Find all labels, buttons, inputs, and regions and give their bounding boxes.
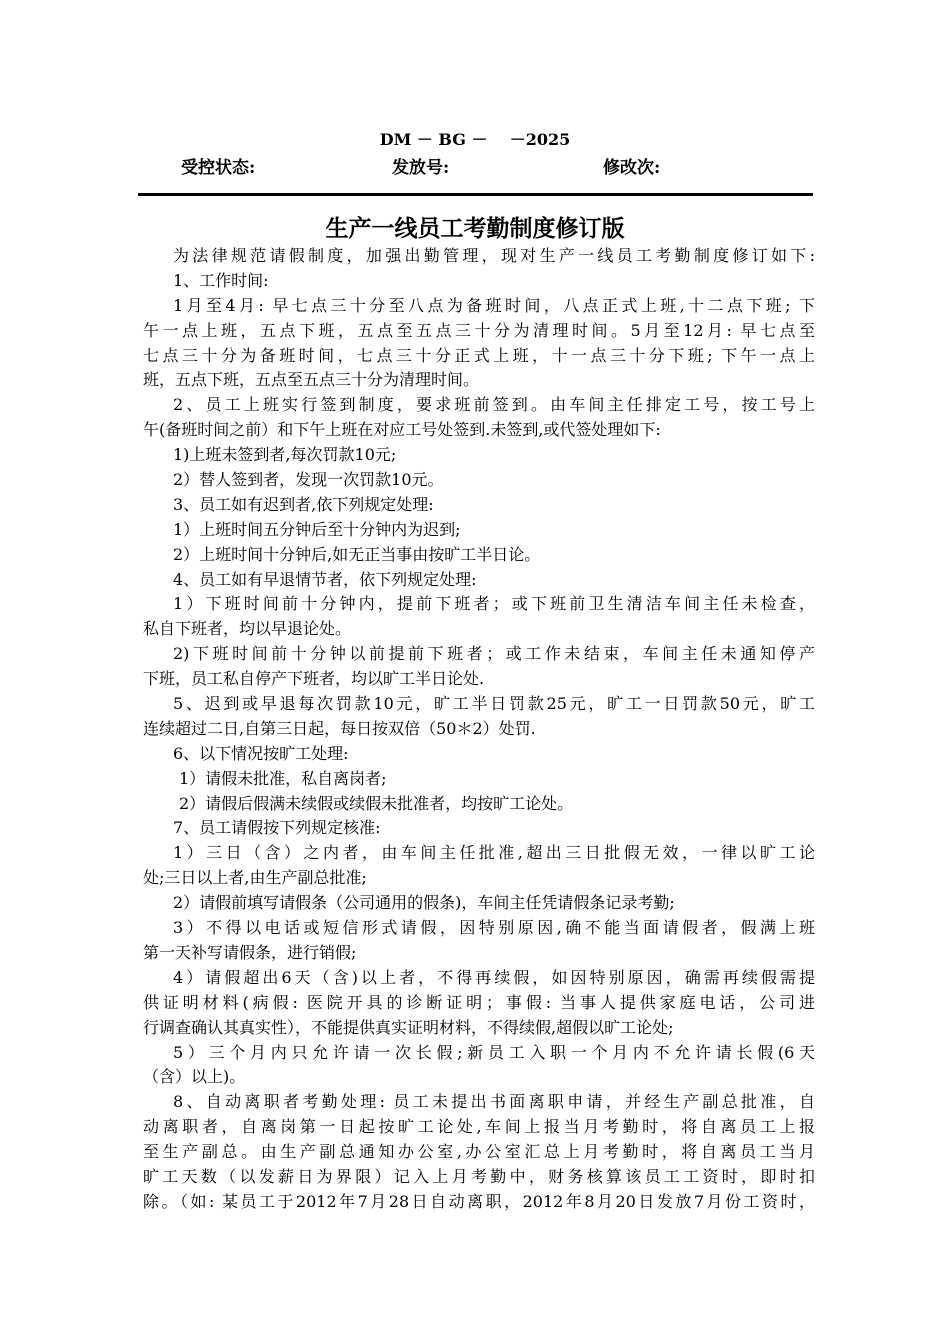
body-line: 午一点上班，五点下班，五点至五点三十分为清理时间。5月至12月: 早七点至 (143, 320, 815, 340)
body-line: 2）替人签到者，发现一次罚款10元。 (173, 470, 444, 490)
body-line: 班，五点下班，五点至五点三十分为清理时间。 (143, 370, 480, 390)
body-line: 1)上班未签到者,每次罚款10元; (173, 445, 397, 465)
body-line: 1月至4月: 早七点三十分至八点为备班时间，八点正式上班,十二点下班; 下 (173, 295, 815, 315)
revision-label: 修改次: (603, 158, 661, 178)
body-line: 第一天补写请假条，进行销假; (143, 942, 357, 962)
body-line: 1）下班时间前十分钟内，提前下班者；或下班前卫生清洁车间主任未检查， (173, 594, 815, 614)
body-line: 午(备班时间之前）和下午上班在对应工号处签到.未签到,或代签处理如下: (143, 420, 661, 440)
body-line: 私自下班者，均以早退论处。 (143, 619, 352, 639)
body-line: 1）上班时间五分钟后至十分钟内为迟到; (173, 519, 461, 539)
body-line: 4）请假超出6天（含)以上者，不得再续假，如因特别原因，确需再续假需提 (173, 967, 815, 987)
body-line: 3）不得以电话或短信形式请假，因特别原因,确不能当面请假者，假满上班 (173, 918, 815, 938)
body-line: 至生产副总。由生产副总通知办公室,办公室汇总上月考勤时，将自离员工当月 (143, 1142, 815, 1162)
body-line: 2）请假前填写请假条（公司通用的假条)，车间主任凭请假条记录考勤; (173, 893, 675, 913)
body-line: 5、迟到或早退每次罚款10元，旷工半日罚款25元，旷工一日罚款50元，旷工 (173, 694, 815, 714)
header-divider (138, 193, 813, 196)
body-line: 处;三日以上者,由生产副总批准; (143, 868, 367, 888)
document-meta-row (0, 153, 950, 177)
body-line: 动离职者，自离岗第一日起按旷工论处,车间上报当月考勤时，将自离员工上报 (143, 1117, 815, 1137)
body-line: 1）三日（含）之内者，由车间主任批准,超出三日批假无效，一律以旷工论 (173, 843, 815, 863)
body-line: 行调查确认其真实性），不能提供真实证明材料，不得续假,超假以旷工论处; (143, 1017, 674, 1037)
body-line: 5）三个月内只允许请一次长假;新员工入职一个月内不允许请长假(6天 (173, 1042, 815, 1062)
body-line: 七点三十分为备班时间，七点三十分正式上班，十一点三十分下班; 下午一点上 (143, 345, 815, 365)
document-body (143, 244, 815, 1215)
body-line: 2）请假后假满未续假或续假未批准者，均按旷工论处。 (179, 793, 574, 813)
body-line: 下班，员工私自停产下班者，均以旷工半日论处. (143, 669, 485, 689)
body-line: 7、员工请假按下列规定核准: (173, 818, 381, 838)
body-line: 6、以下情况按旷工处理: (173, 743, 349, 763)
body-line: 供证明材料(病假: 医院开具的诊断证明；事假: 当事人提供家庭电话，公司进 (143, 992, 815, 1012)
body-line: 1）请假未批准，私自离岗者; (179, 768, 387, 788)
document-title: 生产一线员工考勤制度修订版 (325, 215, 625, 242)
body-line: 8、自动离职者考勤处理: 员工未提出书面离职申请，并经生产副总批准，自 (173, 1092, 815, 1112)
body-line: 旷工天数（以发薪日为界限）记入上月考勤中，财务核算该员工工资时，即时扣 (143, 1166, 815, 1186)
control-status-label: 受控状态: (181, 158, 256, 178)
body-line: 4、员工如有早退情节者，依下列规定处理: (173, 569, 477, 589)
document-code: DM － BG － －2025 (379, 130, 571, 149)
body-line: 1、工作时间: (173, 270, 269, 290)
body-line: 为法律规范请假制度，加强出勤管理，现对生产一线员工考勤制度修订如下: (173, 246, 815, 265)
issue-number-label: 发放号: (392, 158, 450, 178)
body-line: 除。（如: 某员工于2012年7月28日自动离职，2012年8月20日发放7月份工资时， (143, 1191, 815, 1211)
body-line: 连续超过二日,自第三日起，每日按双倍（50＊2）处罚. (143, 718, 536, 738)
body-line: 2）上班时间十分钟后,如无正当事由按旷工半日论。 (173, 544, 541, 564)
body-line: 2)下班时间前十分钟以前提前下班者；或工作未结束，车间主任未通知停产 (173, 644, 815, 664)
body-line: （含）以上)。 (143, 1067, 246, 1087)
body-line: 2、员工上班实行签到制度，要求班前签到。由车间主任排定工号，按工号上 (173, 395, 815, 415)
body-line: 3、员工如有迟到者,依下列规定处理: (173, 494, 434, 514)
